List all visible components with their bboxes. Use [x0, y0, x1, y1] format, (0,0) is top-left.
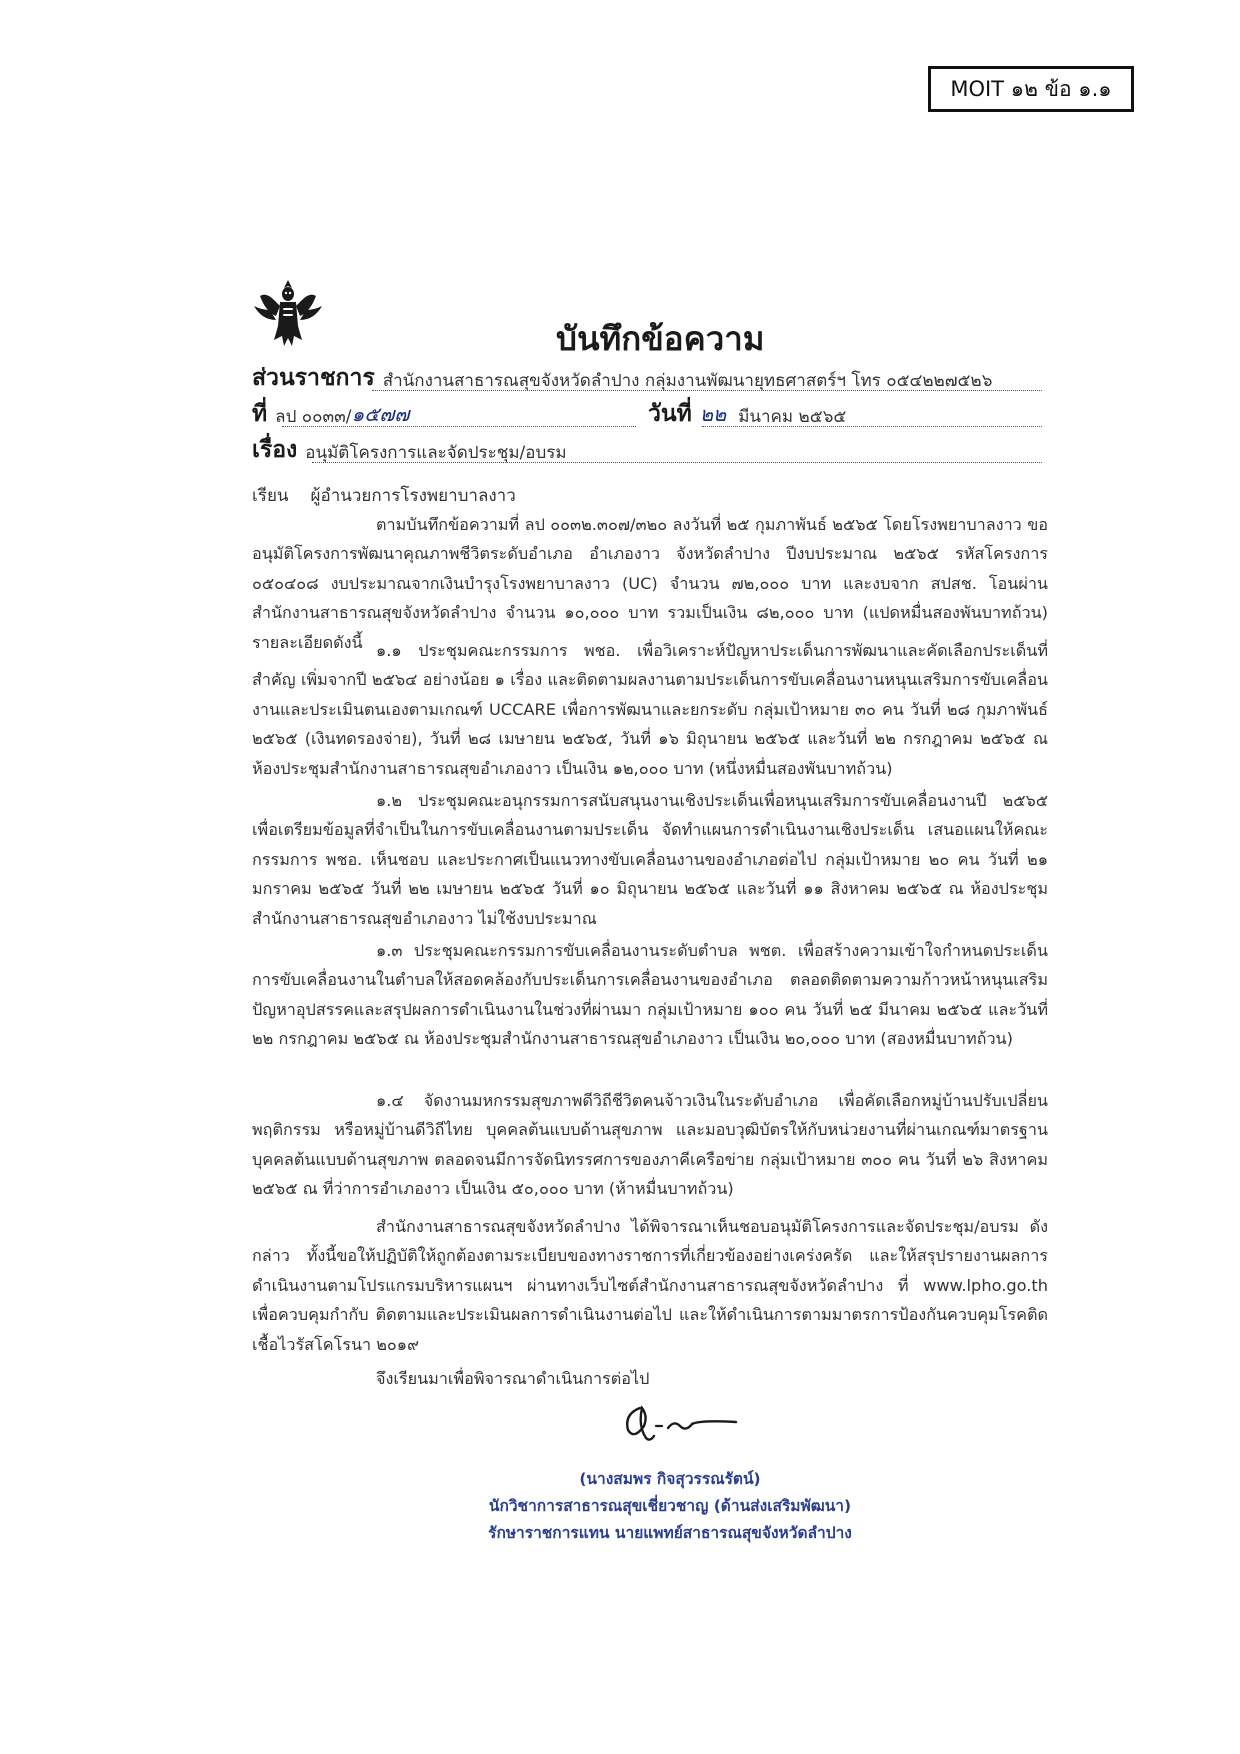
salutation-label: เรียน	[252, 486, 289, 506]
agency-dotline	[372, 390, 1042, 391]
date-label: วันที่	[648, 401, 692, 427]
closing-line: จึงเรียนมาเพื่อพิจารณาดำเนินการต่อไป	[376, 1369, 650, 1388]
body-item-1-4: ๑.๔ จัดงานมหกรรมสุขภาพดีวิถีชีวิตคนจ้าวเงินในระดับอำเภอ เพื่อคัดเลือกหมู่บ้านปรับเปลี่ยนพฤติกรรม หรือหมู่บ้านดีวิถีไทย บุคคลต้นแบบด้านสุขภาพ และมอบวุฒิบัตรให้กับหน่วยงานที่ผ่านเกณฑ์มาตรฐาน บุคคลต้นแบบด้านสุขภาพ ตลอดจนมีการจัดนิทรรศการของภาคีเครือข่าย กลุ่มเป้าหมาย ๓๐๐ คน วันที่ ๒๖ สิงหาคม ๒๕๖๕ ณ ที่ว่าการอำเภองาว เป็นเงิน ๕๐,๐๐๐ บาท (ห้าหมื่นบาทถ้วน)	[252, 1091, 1048, 1199]
signatory-block	[400, 1466, 940, 1547]
date-day-handwritten: ๒๒	[699, 402, 727, 426]
signatory-position: นักวิชาการสาธารณสุขเชี่ยวชาญ (ด้านส่งเสริมพัฒนา)	[488, 1497, 852, 1515]
body-paragraph-approval: สำนักงานสาธารณสุขจังหวัดลำปาง ได้พิจารณาเห็นชอบอนุมัติโครงการและจัดประชุม/อบรม ดังกล่าว ทั้งนี้ขอให้ปฏิบัติให้ถูกต้องตามระเบียบของทางราชการที่เกี่ยวข้องอย่างเคร่งครัด และให้สรุปรายงานผลการดำเนินงานตามโปรแกรมบริหารแผนฯ ผ่านทางเว็บไซต์สำนักงานสาธารณสุขจังหวัดลำปาง ที่ www.lpho.go.th เพื่อควบคุมกำกับ ติดตามและประเมินผลการดำเนินงานต่อไป และให้ดำเนินการตามมาตรการป้องกันควบคุมโรคติดเชื้อไวรัสโคโรนา ๒๐๑๙	[252, 1217, 1048, 1354]
signatory-acting-title: รักษาราชการแทน นายแพทย์สาธารณสุขจังหวัดลำปาง	[488, 1524, 852, 1542]
date-dotline	[702, 426, 1042, 427]
subject-label: เรื่อง	[252, 437, 298, 463]
reference-value: ลป ๐๐๓๓/	[275, 407, 352, 427]
signatory-name: (นางสมพร กิจสุวรรณรัตน์)	[579, 1470, 761, 1488]
salutation	[252, 482, 516, 509]
garuda-emblem-icon	[252, 276, 324, 350]
body-item-1-3: ๑.๓ ประชุมคณะกรรมการขับเคลื่อนงานระดับตำบล พชต. เพื่อสร้างความเข้าใจกำหนดประเด็นการขับเคลื่อนงานในตำบลให้สอดคล้องกับประเด็นการเคลื่อนงานของอำเภอ ตลอดติดตามความก้าวหน้าหนุนเสริม ปัญหาอุปสรรคและสรุปผลการดำเนินงานในช่วงที่ผ่านมา กลุ่มเป้าหมาย ๑๐๐ คน วันที่ ๒๕ มีนาคม ๒๕๖๕ และวันที่ ๒๒ กรกฎาคม ๒๕๖๕ ณ ห้องประชุมสำนักงานสาธารณสุขอำเภองาว เป็นเงิน ๒๐,๐๐๐ บาท (สองหมื่นบาทถ้วน)	[252, 941, 1048, 1049]
body-paragraph-intro: ตามบันทึกข้อความที่ ลป ๐๐๓๒.๓๐๗/๓๒๐ ลงวันที่ ๒๕ กุมภาพันธ์ ๒๕๖๕ โดยโรงพยาบาลงาว ขออนุมัติโครงการพัฒนาคุณภาพชีวิตระดับอำเภอ อำเภองาว จังหวัดลำปาง ปีงบประมาณ ๒๕๖๕ รหัสโครงการ ๐๕๐๔๐๘ งบประมาณจากเงินบำรุงโรงพยาบาลงาว (UC) จำนวน ๗๒,๐๐๐ บาท และงบจาก สปสช. โอนผ่านสำนักงานสาธารณสุขจังหวัดลำปาง จำนวน ๑๐,๐๐๐ บาท รวมเป็นเงิน ๘๒,๐๐๐ บาท (แปดหมื่นสองพันบาทถ้วน) รายละเอียดดังนี้	[252, 515, 1048, 652]
memo-title: บันทึกข้อความ	[556, 319, 765, 358]
handwritten-signature	[618, 1396, 742, 1448]
agency-label: ส่วนราชการ	[252, 365, 375, 391]
body-item-1-2: ๑.๒ ประชุมคณะอนุกรรมการสนับสนุนงานเชิงประเด็นเพื่อหนุนเสริมการขับเคลื่อนงานปี ๒๕๖๕ เพื่อเตรียมข้อมูลที่จำเป็นในการขับเคลื่อนงานตามประเด็น จัดทำแผนการดำเนินงานเชิงประเด็น เสนอแผนให้คณะกรรมการ พชอ. เห็นชอบ และประกาศเป็นแนวทางขับเคลื่อนงานของอำเภอต่อไป กลุ่มเป้าหมาย ๒๐ คน วันที่ ๒๑ มกราคม ๒๕๖๕ วันที่ ๒๒ เมษายน ๒๕๖๕ วันที่ ๑๐ มิถุนายน ๒๕๖๕ และวันที่ ๑๑ สิงหาคม ๒๕๖๕ ณ ห้องประชุมสำนักงานสาธารณสุขอำเภองาว ไม่ใช้งบประมาณ	[252, 791, 1048, 928]
reference-dotline	[282, 426, 636, 427]
subject-dotline	[312, 462, 1042, 463]
subject-value: อนุมัติโครงการและจัดประชุม/อบรม	[305, 443, 567, 463]
reference-label: ที่	[252, 401, 268, 427]
reference-handwritten-number: ๑๕๗๗	[351, 402, 410, 426]
date-value: มีนาคม ๒๕๖๕	[738, 407, 847, 427]
reference-box: MOIT ๑๒ ข้อ ๑.๑	[928, 66, 1134, 112]
agency-value: สำนักงานสาธารณสุขจังหวัดลำปาง กลุ่มงานพัฒนายุทธศาสตร์ฯ โทร ๐๕๔๒๒๗๕๒๖	[382, 371, 993, 391]
salutation-recipient: ผู้อำนวยการโรงพยาบาลงาว	[310, 486, 516, 506]
body-item-1-1: ๑.๑ ประชุมคณะกรรมการ พชอ. เพื่อวิเคราะห์ปัญหาประเด็นการพัฒนาและคัดเลือกประเด็นที่สำคัญ เพิ่มจากปี ๒๕๖๔ อย่างน้อย ๑ เรื่อง และติดตามผลงานตามประเด็นการขับเคลื่อนงานหนุนเสริมการขับเคลื่อนงานและประเมินตนเองตามเกณฑ์ UCCARE เพื่อการพัฒนาและยกระดับ กลุ่มเป้าหมาย ๓๐ คน วันที่ ๒๘ กุมภาพันธ์ ๒๕๖๕ (เงินทดรองจ่าย), วันที่ ๒๘ เมษายน ๒๕๖๕, วันที่ ๑๖ มิถุนายน ๒๕๖๕ และวันที่ ๒๒ กรกฎาคม ๒๕๖๕ ณ ห้องประชุมสำนักงานสาธารณสุขอำเภองาว เป็นเงิน ๑๒,๐๐๐ บาท (หนึ่งหมื่นสองพันบาทถ้วน)	[252, 641, 1048, 778]
